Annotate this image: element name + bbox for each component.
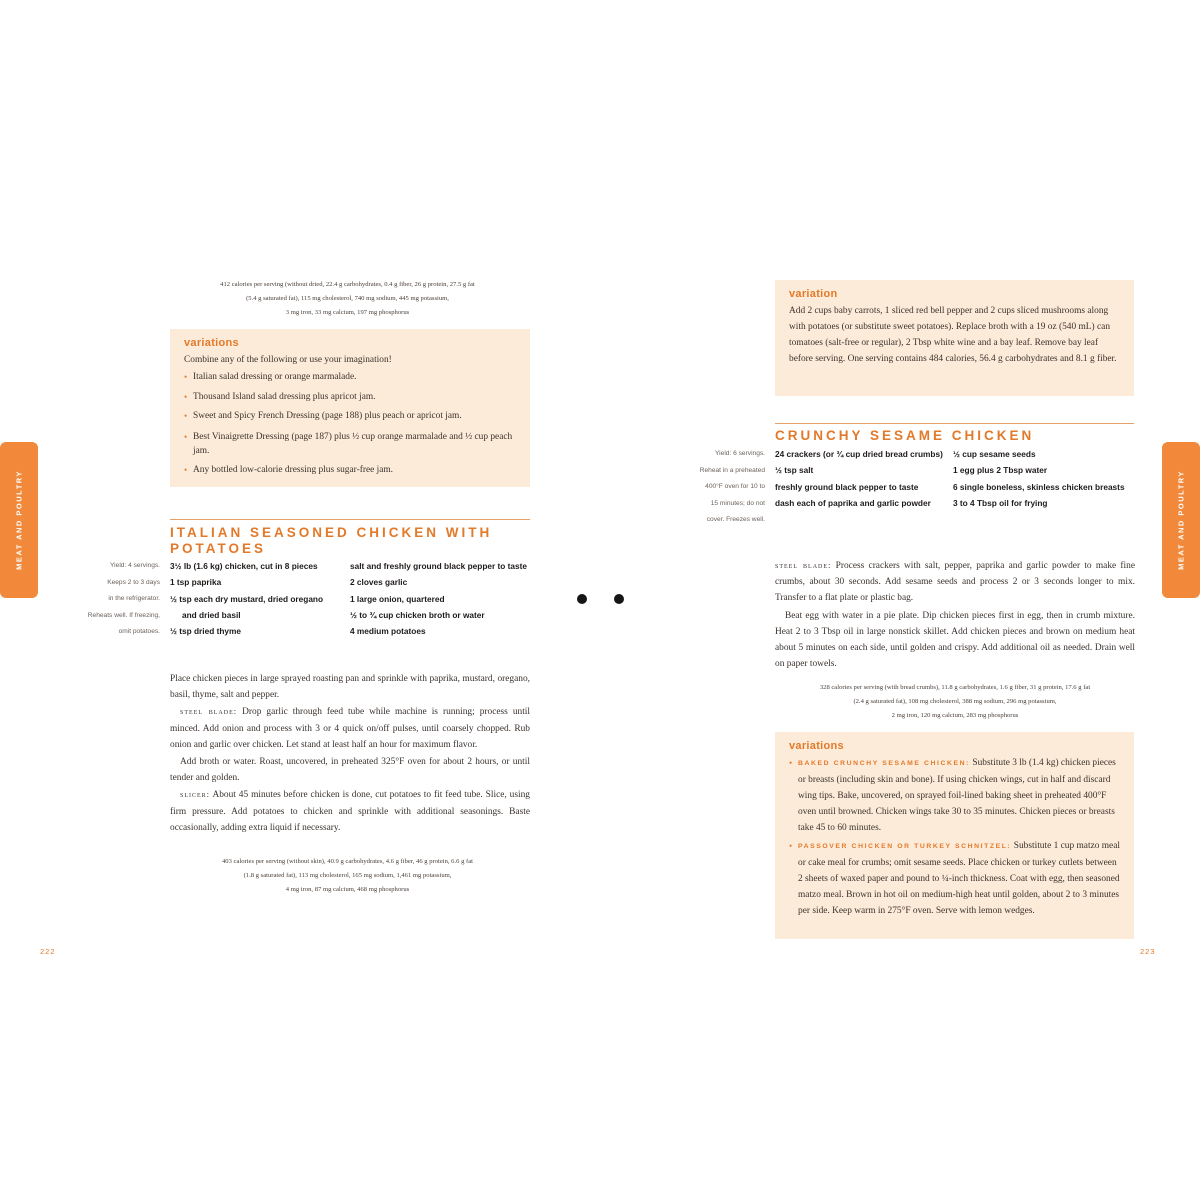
ingredient: ½ cup sesame seeds bbox=[953, 449, 1036, 459]
list-item: • Sweet and Spicy French Dressing (page 188) plus peach or apricot jam. bbox=[184, 407, 516, 427]
ingredient: ½ tsp salt bbox=[775, 465, 814, 476]
list-item: • Italian salad dressing or orange marmalade. bbox=[184, 368, 516, 388]
variations-box bbox=[170, 329, 530, 487]
recipe-method bbox=[775, 557, 1135, 672]
step-text: Place chicken pieces in large sprayed roasting pan and sprinkle with paprika, mustard, oregano, basil, thyme, salt and pepper. bbox=[170, 674, 530, 701]
method-step bbox=[775, 557, 1135, 607]
title-rule bbox=[170, 519, 530, 520]
step-label: steel blade: bbox=[180, 706, 238, 717]
ingredient: ½ to ¾ cup chicken broth or water bbox=[350, 609, 485, 620]
variation-lead: BAKED CRUNCHY SESAME CHICKEN: bbox=[798, 760, 971, 767]
section-tab-label: MEAT AND POULTRY bbox=[14, 470, 24, 570]
variation-text: Add 2 cups baby carrots, 1 sliced red bell pepper and 2 cups sliced mushrooms along with potatoes (or substitute sweet potatoes). Replace broth with a 19 oz (540 mL) can tomatoes (salt-free or regular), 2 Tbsp white wine and a bay leaf. Remove bay leaf before serving. One serving contains 484 calories, 56.4 g carbohydrates and 8.1 g fiber. bbox=[789, 306, 1117, 364]
ingredients-column-2 bbox=[350, 558, 530, 639]
nutrition-line: 412 calories per serving (without dried, 22.4 g carbohydrates, 0.4 g fiber, 26 g protein, 27.5 g fat bbox=[220, 281, 475, 288]
yield-line: omit potatoes. bbox=[118, 628, 160, 635]
variation-text: Substitute 1 cup matzo meal or cake meal for crumbs; omit sesame seeds. Place chicken or turkey cutlets between 2 sheets of waxed paper and pound to ¼-inch thickness. Coat with egg, then seasoned matzo meal. Brown in hot oil on medium-high heat until golden, about 2 to 3 minutes per side. Keep warm in 275°F oven. Serve with lemon wedges. bbox=[798, 841, 1120, 916]
yield-note bbox=[655, 446, 765, 529]
ingredient: 6 single boneless, skinless chicken breasts bbox=[953, 481, 1125, 492]
yield-line: Reheat in a preheated bbox=[699, 466, 765, 474]
yield-line: 400°F oven for 10 to bbox=[705, 483, 765, 490]
list-item bbox=[789, 838, 1120, 919]
step-text: Process crackers with salt, pepper, paprika and garlic powder to make fine crumbs, about 30 seconds. Add sesame seeds and process 2 or 3 seconds longer to mix. Transfer to a flat plate or plastic bag. bbox=[775, 561, 1135, 604]
step-text: Beat egg with water in a pie plate. Dip chicken pieces first in egg, then in crumb mixture. Heat 2 to 3 Tbsp oil in large nonstick skillet. Add chicken pieces and brown on medium heat about 5 minutes on each side, until golden and crispy. Add additional oil as needed. Drain well on paper towels. bbox=[775, 610, 1135, 670]
step-text: Drop garlic through feed tube while machine is running; process until minced. Add onion and process with 3 or 4 quick on/off pulses, until coarsely chopped. Rub onion and garlic over chicken. Let stand at least half an hour for maximum flavor. bbox=[170, 707, 531, 750]
nutrition-line: (5.4 g saturated fat), 115 mg cholesterol, 740 mg sodium, 445 mg potassium, bbox=[246, 295, 449, 302]
section-tab[interactable] bbox=[0, 442, 38, 598]
right-page bbox=[600, 0, 1200, 1200]
list-item bbox=[789, 755, 1120, 836]
ingredient: dash each of paprika and garlic powder bbox=[775, 497, 931, 508]
step-text: Add broth or water. Roast, uncovered, in preheated 325°F oven for about 2 hours, or until tender and golden. bbox=[170, 757, 530, 784]
nutrition-line: 4 mg iron, 87 mg calcium, 468 mg phosphorus bbox=[285, 886, 410, 893]
ingredient: 24 crackers (or ¾ cup dried bread crumbs) bbox=[775, 449, 943, 459]
ingredients-column-1 bbox=[170, 558, 340, 639]
method-step bbox=[170, 786, 530, 836]
method-step bbox=[170, 703, 530, 753]
ingredient: 1 tsp paprika bbox=[170, 577, 222, 588]
page-number: 222 bbox=[40, 947, 56, 956]
method-step bbox=[170, 753, 530, 786]
list-item: • Any bottled low-calorie dressing plus sugar-free jam. bbox=[184, 461, 516, 481]
variations-intro: Combine any of the following or use your imagination! bbox=[184, 355, 392, 365]
ingredient: freshly ground black pepper to taste bbox=[775, 481, 919, 492]
ingredient: 3½ lb (1.6 kg) chicken, cut in 8 pieces bbox=[170, 561, 318, 571]
section-tab-label: MEAT AND POULTRY bbox=[1176, 470, 1186, 570]
variations-box bbox=[775, 732, 1134, 939]
yield-line: Keeps 2 to 3 days bbox=[107, 578, 160, 586]
ingredient: 4 medium potatoes bbox=[350, 626, 426, 637]
recipe-title bbox=[170, 525, 540, 557]
title-rule bbox=[775, 423, 1134, 424]
method-step bbox=[775, 607, 1135, 673]
list-item: • Best Vinaigrette Dressing (page 187) plus ½ cup orange marmalade and ½ cup peach jam. bbox=[184, 430, 516, 458]
ingredient: 1 large onion, quartered bbox=[350, 593, 445, 604]
ingredient: 3 to 4 Tbsp oil for frying bbox=[953, 497, 1048, 508]
ingredient: salt and freshly ground black pepper to taste bbox=[350, 561, 528, 571]
yield-line: Yield: 4 servings. bbox=[110, 562, 160, 569]
ingredient: ½ tsp dried thyme bbox=[170, 626, 242, 637]
step-label: steel blade: bbox=[775, 560, 832, 570]
gutter-mark bbox=[577, 594, 587, 604]
list-item: • Thousand Island salad dressing plus apricot jam. bbox=[184, 388, 516, 408]
step-text: About 45 minutes before chicken is done, cut potatoes to fit feed tube. Slice, using firm pressure. Add potatoes to chicken and sprinkle with additional seasonings. Baste occasionally, adding extra liquid if necessary. bbox=[170, 790, 530, 833]
yield-line: in the refrigerator. bbox=[108, 595, 160, 602]
ingredients-column-2 bbox=[953, 446, 1135, 511]
nutrition-info bbox=[165, 855, 530, 897]
section-tab[interactable] bbox=[1162, 442, 1200, 598]
ingredient: ½ tsp each dry mustard, dried oregano and dried basil bbox=[170, 593, 324, 620]
step-label: slicer: bbox=[180, 789, 211, 800]
nutrition-line: 3 mg iron, 33 mg calcium, 197 mg phosphorus bbox=[285, 309, 410, 316]
variations-list bbox=[184, 368, 516, 480]
yield-line: Reheats well. If freezing, bbox=[87, 611, 160, 619]
recipe-method bbox=[170, 670, 530, 836]
nutrition-info-top bbox=[165, 278, 530, 320]
yield-line: cover. Freezes well. bbox=[706, 516, 765, 523]
ingredients-column-1 bbox=[775, 446, 947, 511]
yield-line: 15 minutes; do not bbox=[710, 499, 765, 507]
nutrition-line: (1.8 g saturated fat), 113 mg cholesterol, 165 mg sodium, 1,461 mg potassium, bbox=[243, 872, 452, 879]
yield-note bbox=[50, 558, 160, 641]
nutrition-line: 403 calories per serving (without skin), 40.9 g carbohydrates, 4.6 g fiber, 46 g protein, 6.6 g fat bbox=[222, 858, 473, 865]
variation-text: Substitute 3 lb (1.4 kg) chicken pieces or breasts (including skin and bone). If using chicken wings, cut in half and discard wing tips. Bake, uncovered, on sprayed foil-lined baking sheet in preheated 400°F oven until browned. Chicken wings take 30 to 35 minutes. Chicken pieces or breasts take 45 to 60 minutes. bbox=[798, 758, 1116, 833]
nutrition-line: 328 calories per serving (with bread crumbs), 11.8 g carbohydrates, 1.6 g fiber, 31 g protein, 17.6 g fat bbox=[819, 684, 1091, 691]
method-step bbox=[170, 670, 530, 703]
recipe-title-line: ITALIAN SEASONED CHICKEN WITH bbox=[170, 525, 493, 540]
yield-line: Yield: 6 servings. bbox=[715, 450, 765, 457]
variation-title: variation bbox=[789, 288, 838, 300]
ingredient: 2 cloves garlic bbox=[350, 577, 408, 588]
variations-title: variations bbox=[184, 337, 239, 349]
nutrition-line: 2 mg iron, 120 mg calcium, 283 mg phosphorus bbox=[891, 712, 1019, 719]
recipe-title: CRUNCHY SESAME CHICKEN bbox=[775, 428, 1035, 443]
nutrition-line: (2.4 g saturated fat), 108 mg cholesterol, 388 mg sodium, 296 mg potassium, bbox=[853, 698, 1057, 705]
variation-box bbox=[775, 280, 1134, 396]
nutrition-info bbox=[770, 681, 1140, 723]
variations-title: variations bbox=[789, 740, 844, 752]
variation-lead: PASSOVER CHICKEN OR TURKEY SCHNITZEL: bbox=[798, 843, 1012, 850]
recipe-title-line: POTATOES bbox=[170, 541, 267, 556]
variations-list bbox=[789, 755, 1120, 919]
page-number: 223 bbox=[1140, 947, 1156, 956]
ingredient: 1 egg plus 2 Tbsp water bbox=[953, 465, 1048, 476]
